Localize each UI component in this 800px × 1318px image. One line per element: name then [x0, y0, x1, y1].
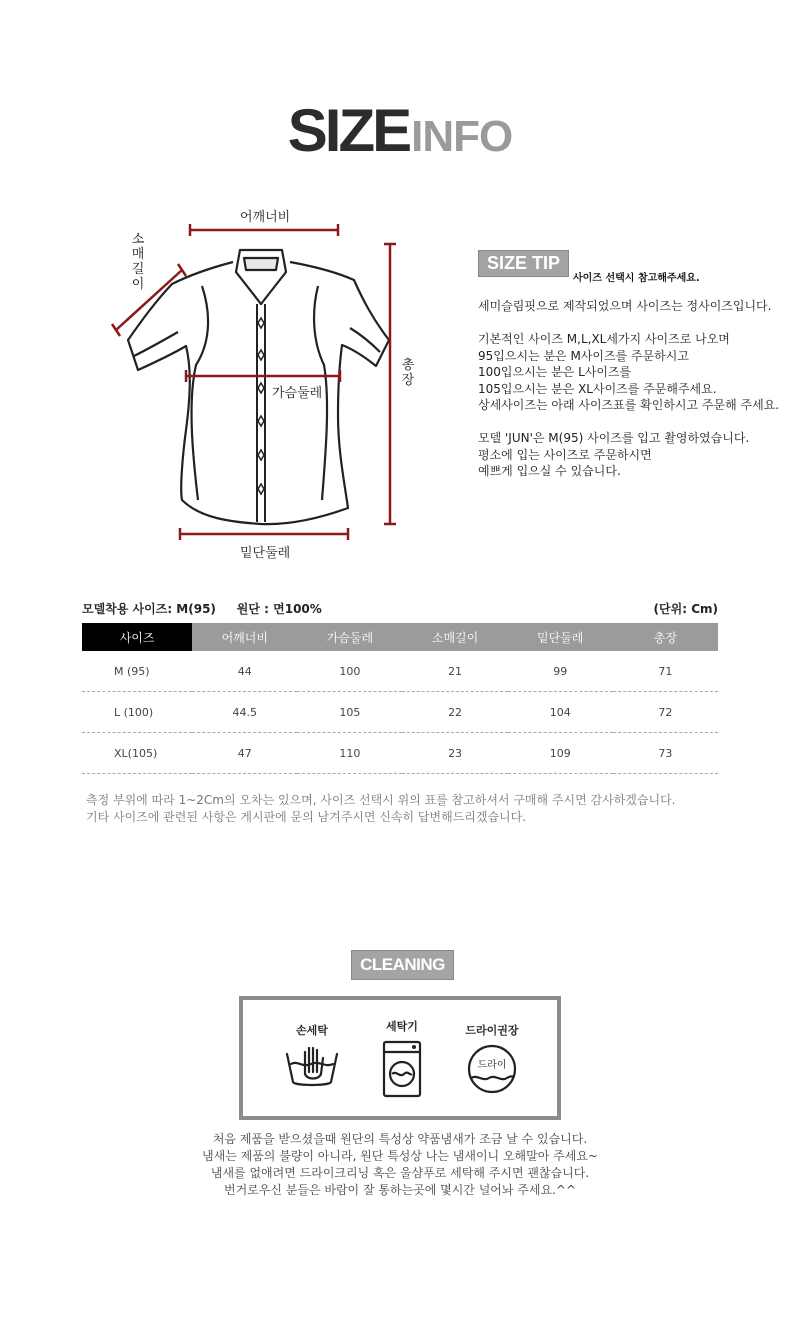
sleeve-label — [130, 232, 146, 292]
cleaning-line: 냄새를 없애려면 드라이크리닝 혹은 울샴푸로 세탁해 주시면 괜찮습니다. — [210, 1166, 590, 1180]
care-item-washing-machine — [357, 1022, 447, 1102]
washing-machine-icon — [380, 1083, 424, 1102]
length-char: 장 — [401, 373, 415, 388]
table-cell: 47 — [192, 733, 297, 774]
header-length: 총장 — [613, 623, 718, 651]
table-row — [82, 692, 718, 733]
size-notes — [86, 792, 675, 826]
table-row — [82, 651, 718, 692]
table-cell: 22 — [402, 692, 507, 733]
table-cell: 23 — [402, 733, 507, 774]
tip-line: 상세사이즈는 아래 사이즈표를 확인하시고 주문해 주세요. — [478, 398, 780, 412]
cleaning-box — [239, 996, 561, 1120]
table-row — [82, 733, 718, 774]
sleeve-char: 소 — [131, 232, 145, 247]
shirt-illustration — [100, 200, 430, 570]
table-cell: 109 — [508, 733, 613, 774]
tip-line: 기본적인 사이즈 M,L,XL세가지 사이즈로 나오며 — [478, 332, 730, 346]
table-cell: 105 — [297, 692, 402, 733]
tip-line — [478, 315, 798, 332]
table-cell: 44 — [192, 651, 297, 692]
dry-clean-icon-text: 드라이 — [477, 1060, 507, 1071]
table-header-row — [82, 623, 718, 651]
shirt-diagram — [100, 200, 430, 570]
table-cell: 99 — [508, 651, 613, 692]
table-cell: 44.5 — [192, 692, 297, 733]
cleaning-line: 번거로우신 분들은 바람이 잘 통하는곳에 몇시간 널어놔 주세요.^^ — [223, 1183, 577, 1197]
sleeve-char: 이 — [131, 277, 145, 292]
cleaning-line: 처음 제품을 받으셨을때 원단의 특성상 약품냄새가 조금 날 수 있습니다. — [212, 1132, 588, 1146]
tip-line: 예쁘게 입으실 수 있습니다. — [478, 464, 621, 478]
care-item-hand-wash — [267, 1022, 357, 1094]
table-cell: L (100) — [82, 692, 192, 733]
cleaning-text — [0, 1131, 800, 1199]
size-tip-section — [478, 250, 798, 480]
table-cell: 100 — [297, 651, 402, 692]
care-label: 드라이권장 — [465, 1024, 519, 1037]
care-label: 손세탁 — [296, 1024, 328, 1037]
table-cell: 110 — [297, 733, 402, 774]
table-cell: 104 — [508, 692, 613, 733]
note-line: 측정 부위에 따라 1~2Cm의 오차는 있으며, 사이즈 선택시 위의 표를 참고하셔서 구매해 주시면 감사하겠습니다. — [86, 793, 676, 807]
table-cell: 72 — [613, 692, 718, 733]
hem-label: 밑단둘레 — [240, 546, 291, 561]
chest-label: 가슴둘레 — [272, 382, 322, 401]
table-cell: 73 — [613, 733, 718, 774]
model-fabric-info: 모델착용 사이즈: M(95) 원단 : 면100% — [82, 602, 322, 616]
header-shoulder: 어깨너비 — [192, 623, 297, 651]
size-tip-heading: 사이즈 선택시 참고해주세요. — [573, 273, 700, 284]
unit-label: (단위: Cm) — [653, 602, 718, 616]
header-hem: 밑단둘레 — [508, 623, 613, 651]
header-chest: 가슴둘레 — [297, 623, 402, 651]
note-line: 기타 사이즈에 관련된 사항은 게시판에 문의 남겨주시면 신속히 답변해드리겠습니다. — [86, 810, 527, 824]
care-item-dry-clean — [447, 1022, 537, 1098]
length-char: 총 — [401, 358, 415, 373]
table-meta — [82, 600, 718, 617]
shoulder-label: 어깨너비 — [240, 210, 291, 225]
cleaning-line: 냄새는 제품의 불량이 아니라, 원단 특성상 나는 냄새이니 오해말아 주세요~ — [202, 1149, 598, 1163]
tip-line: 100입으시는 분은 L사이즈를 — [478, 365, 632, 379]
header-size: 사이즈 — [82, 623, 192, 651]
tip-line: 95입으시는 분은 M사이즈를 주문하시고 — [478, 348, 689, 363]
tip-line: 세미슬림핏으로 제작되었으며 사이즈는 정사이즈입니다. — [478, 299, 772, 313]
tip-line: 105입으시는 분은 XL사이즈를 주문해주세요. — [478, 381, 717, 396]
cleaning-badge: CLEANING — [351, 950, 454, 980]
title-size: SIZE — [287, 97, 410, 164]
table-cell: 21 — [402, 651, 507, 692]
header-sleeve: 소매길이 — [402, 623, 507, 651]
table-cell: 71 — [613, 651, 718, 692]
size-tip-badge: SIZE TIP — [478, 250, 569, 277]
table-cell: M (95) — [82, 651, 192, 692]
sleeve-char: 길 — [131, 262, 145, 277]
tip-line — [478, 414, 798, 431]
care-label: 세탁기 — [386, 1020, 418, 1033]
hand-wash-icon — [283, 1075, 341, 1094]
title-info: INFO — [411, 112, 513, 161]
tip-line: 평소에 입는 사이즈로 주문하시면 — [478, 447, 652, 462]
dry-clean-icon — [465, 1060, 519, 1098]
page-title — [0, 96, 800, 165]
sleeve-char: 매 — [131, 247, 145, 262]
size-table — [82, 623, 718, 774]
table-cell: XL(105) — [82, 733, 192, 774]
length-label — [400, 358, 416, 388]
tip-line: 모델 'JUN'은 M(95) 사이즈를 입고 촬영하였습니다. — [478, 431, 750, 445]
